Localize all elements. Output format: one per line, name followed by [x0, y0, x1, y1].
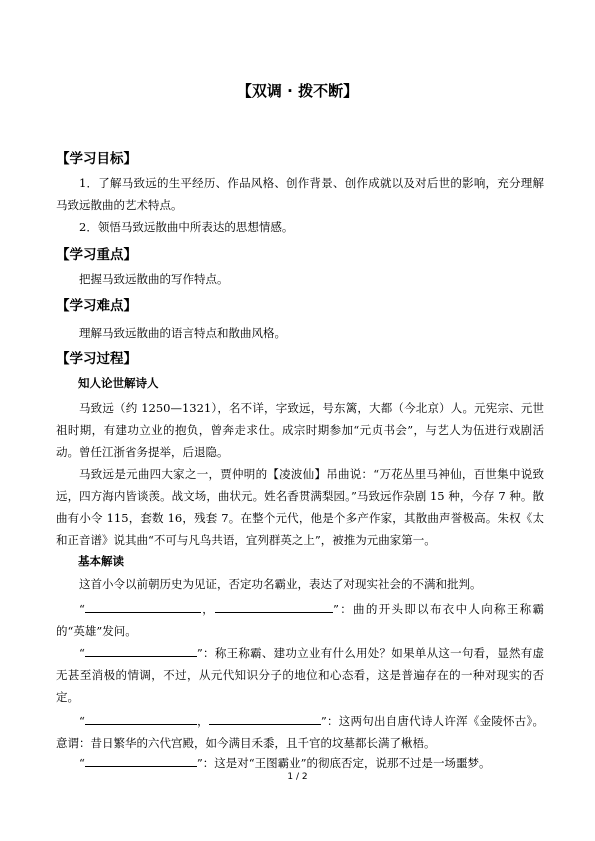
page-title: 【双调 · 拨不断】: [236, 82, 359, 100]
heading-goals: 【学习目标】: [56, 151, 137, 167]
difficulty-text: 理解马致远散曲的语言特点和散曲风格。: [79, 326, 286, 340]
answer-blank[interactable]: [209, 713, 321, 725]
question-2: “ ”：称王称霸、建功立业有什么用处？如果单从这一句看，显然有虚无甚至消极的情调，不过，从元代知识分子的地位和心态看，这是普遍存在的一种对现实的否定。: [56, 646, 544, 704]
answer-blank[interactable]: [85, 601, 201, 613]
question-1: “ ， ”：曲的开头即以布衣中人向称王称霸的“英雄”发问。: [56, 602, 545, 638]
heading-key-points: 【学习重点】: [56, 247, 137, 263]
goal-item-1: 1．了解马致远的生平经历、作品风格、创作背景、创作成就以及对后世的影响，充分理解马致远散曲的艺术特点。: [56, 176, 544, 212]
goal-item-2: 2．领悟马致远散曲中所表达的思想情感。: [79, 220, 294, 234]
subheading-poet-background: 知人论世解诗人: [78, 376, 159, 390]
heading-difficulty: 【学习难点】: [56, 298, 137, 314]
question-3: “ ， ”：这两句出自唐代诗人许浑《金陵怀古》。意谓：昔日繁华的六代宫殿，如今满目禾黍，且千官的坟墓都长满了楸梧。: [56, 714, 545, 750]
paragraph-biography: 马致远（约 1250—1321），名不详，字致远，号东篱，大都（今北京）人。元宪宗、元世祖时期，有建功立业的抱负，曾奔走求仕。成宗时期参加“元贞书会”，与艺人为伍进行戏剧活动。曾任江浙省务提举，后退隐。: [56, 401, 544, 459]
answer-blank[interactable]: [85, 645, 197, 657]
key-points-text: 把握马致远散曲的写作特点。: [79, 272, 229, 286]
paragraph-achievement: 马致远是元曲四大家之一，贾仲明的【凌波仙】吊曲说：“万花丛里马神仙，百世集中说致远，四方海内皆谈羡。战文场，曲状元。姓名香贯满梨园。”马致远作杂剧 15 种，今存 7 种。散曲有小令 115，套数 16，残套 7。在整个元代，他是个多产作家，其散曲声誉极高。朱权《太和正音谱》说其曲“不可与凡鸟共语，宜列群英之上”，被推为元曲家第一。: [56, 467, 544, 547]
subheading-interpretation: 基本解读: [78, 554, 124, 568]
question-4: “ ”：这是对“王图霸业”的彻底否定，说那不过是一场噩梦。: [79, 756, 491, 770]
heading-process: 【学习过程】: [56, 351, 137, 367]
page-number: 1 / 2: [287, 772, 308, 782]
answer-blank[interactable]: [85, 755, 197, 767]
answer-blank[interactable]: [85, 713, 197, 725]
paragraph-summary: 这首小令以前朝历史为见证，否定功名霸业，表达了对现实社会的不满和批判。: [79, 577, 482, 591]
answer-blank[interactable]: [215, 601, 333, 613]
